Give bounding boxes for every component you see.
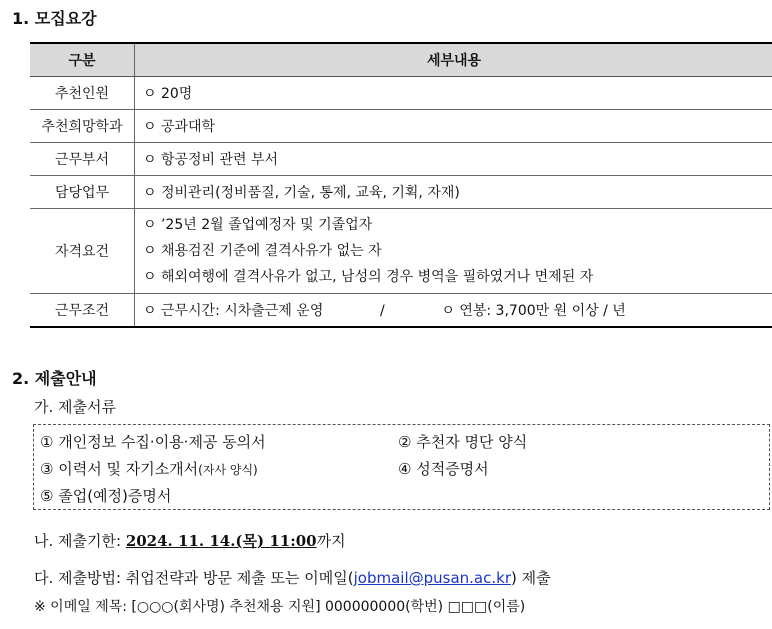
document-text: ⑤ 졸업(예정)증명서 [40,487,172,505]
table-row [30,143,772,176]
qualification-line: ㅇ 해외여행에 결격사유가 없고, 남성의 경우 병역을 필하였거나 면제된 자 [143,269,594,285]
row-detail [135,294,772,328]
document-text: ③ 이력서 및 자기소개서 [40,460,199,478]
documents-label: 가. 제출서류 [34,398,116,416]
row-detail: ㅇ 20명 [135,77,772,110]
deadline-date: 2024. 11. 14.(목) 11:00 [125,532,317,550]
document-item [398,431,527,452]
submission-method-line [34,567,551,588]
table-row [30,294,772,328]
document-text: ② 추천자 명단 양식 [398,433,528,451]
row-label: 근무조건 [30,294,135,328]
document-text: ④ 성적증명서 [398,460,489,478]
separator: / [380,303,385,319]
deadline-suffix: 까지 [316,532,346,550]
method-prefix: 다. 제출방법: 취업전략과 방문 제출 또는 이메일( [34,569,354,587]
document-item [398,458,489,479]
email-link[interactable]: jobmail@pusan.ac.kr [353,569,511,587]
section-2-title: 2. 제출안내 [12,369,97,388]
documents-box [33,424,770,510]
document-text: ① 개인정보 수집·이용·제공 동의서 [40,433,266,451]
recruitment-table [30,42,772,328]
row-label: 근무부서 [30,143,135,176]
table-row [30,77,772,110]
row-label: 담당업무 [30,176,135,209]
table-row [30,209,772,294]
salary: ㅇ 연봉: 3,700만 원 이상 / 년 [441,303,626,319]
document-item [40,458,258,479]
row-detail [135,209,772,294]
header-category: 구분 [30,43,135,77]
row-label: 추천희망학과 [30,110,135,143]
deadline-line [34,530,346,551]
email-subject-note: ※ 이메일 제목: [○○○(회사명) 추천채용 지원] 000000000(학번) □□□(이름) [34,599,526,615]
document-item [40,485,171,506]
document-note: (자사 양식) [198,463,258,477]
method-suffix: ) 제출 [511,569,551,587]
qualification-line: ㅇ 채용검진 기준에 결격사유가 없는 자 [143,243,382,259]
table-row [30,176,772,209]
document-item [40,431,266,452]
row-detail: ㅇ 항공정비 관련 부서 [135,143,772,176]
section-1-title: 1. 모집요강 [12,9,97,28]
row-detail: ㅇ 공과대학 [135,110,772,143]
table-row [30,110,772,143]
header-details: 세부내용 [135,43,772,77]
table-header-row [30,43,772,77]
row-detail: ㅇ 정비관리(정비품질, 기술, 통제, 교육, 기획, 자재) [135,176,772,209]
work-hours: ㅇ 근무시간: 시차출근제 운영 [143,303,324,319]
row-label: 자격요건 [30,209,135,294]
deadline-prefix: 나. 제출기한: [34,532,126,550]
qualification-line: ㅇ ’25년 2월 졸업예정자 및 기졸업자 [143,217,373,233]
row-label: 추천인원 [30,77,135,110]
